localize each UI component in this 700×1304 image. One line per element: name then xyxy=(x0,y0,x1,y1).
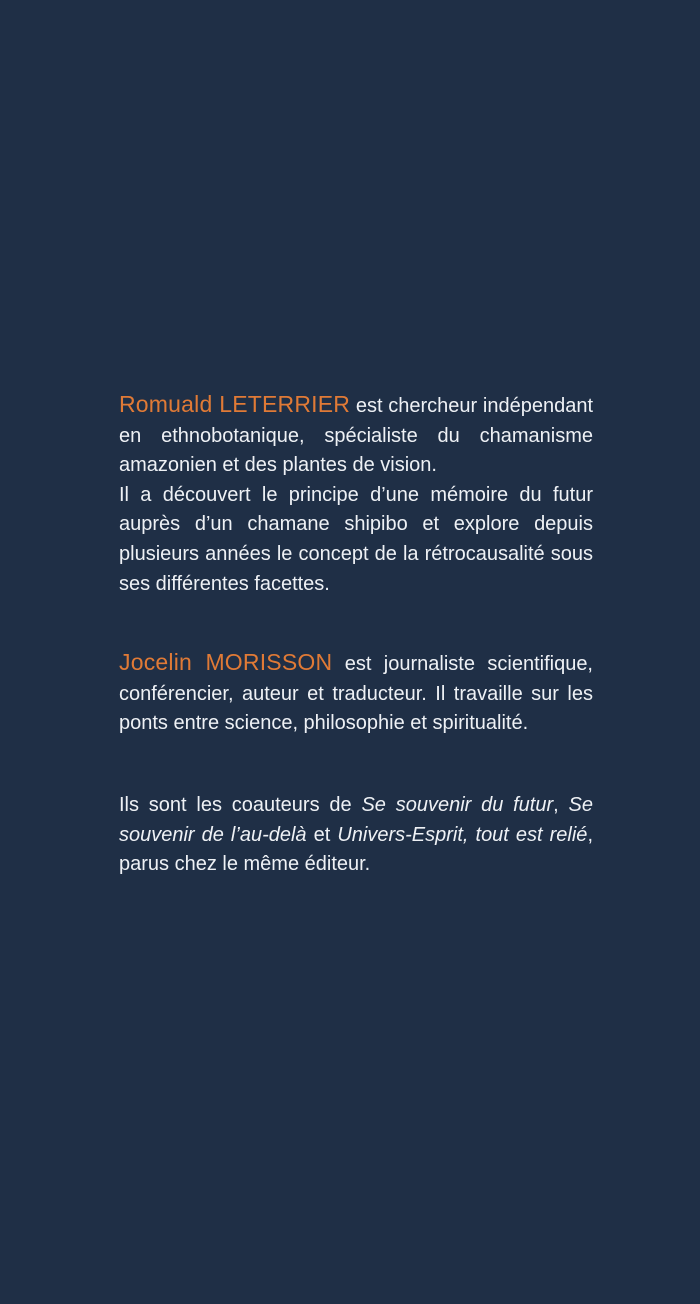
book-title: Se souvenir du futur xyxy=(361,794,554,816)
author-name: Romuald LETERRIER xyxy=(119,391,351,417)
coauthors-lead: Ils sont les coauteurs de xyxy=(119,794,352,816)
author-name: Jocelin MORISSON xyxy=(119,649,333,675)
author-bio-morisson xyxy=(119,648,593,739)
leterrier-detail: Il a découvert le principe d’une mémoire du futur auprès d’un chamane shipibo et explore depuis plusieurs années le concept de la rétrocausalité sous ses différentes facettes. xyxy=(119,483,593,595)
separator: et xyxy=(313,823,331,846)
leterrier-intro xyxy=(119,390,593,481)
coauthors-sentence xyxy=(119,791,593,880)
book-title: Se souvenir de l’au-delà xyxy=(119,794,593,846)
author-intro: est journaliste scientifique, conférencier, auteur et traducteur. Il travaille sur les ponts entre science, philosophie et spiritualité. xyxy=(119,653,593,735)
morisson-intro xyxy=(119,648,593,739)
author-bio-leterrier xyxy=(119,390,593,599)
coauthors-tail: , parus chez le même éditeur. xyxy=(119,823,593,876)
separator: , xyxy=(553,794,559,816)
coauthors-note xyxy=(119,791,593,880)
author-intro: est chercheur indépendant en ethnobotanique, spécialiste du chamanisme amazonien et des plantes de vision. xyxy=(119,395,593,477)
book-title: Univers-Esprit, tout est relié xyxy=(337,823,588,846)
